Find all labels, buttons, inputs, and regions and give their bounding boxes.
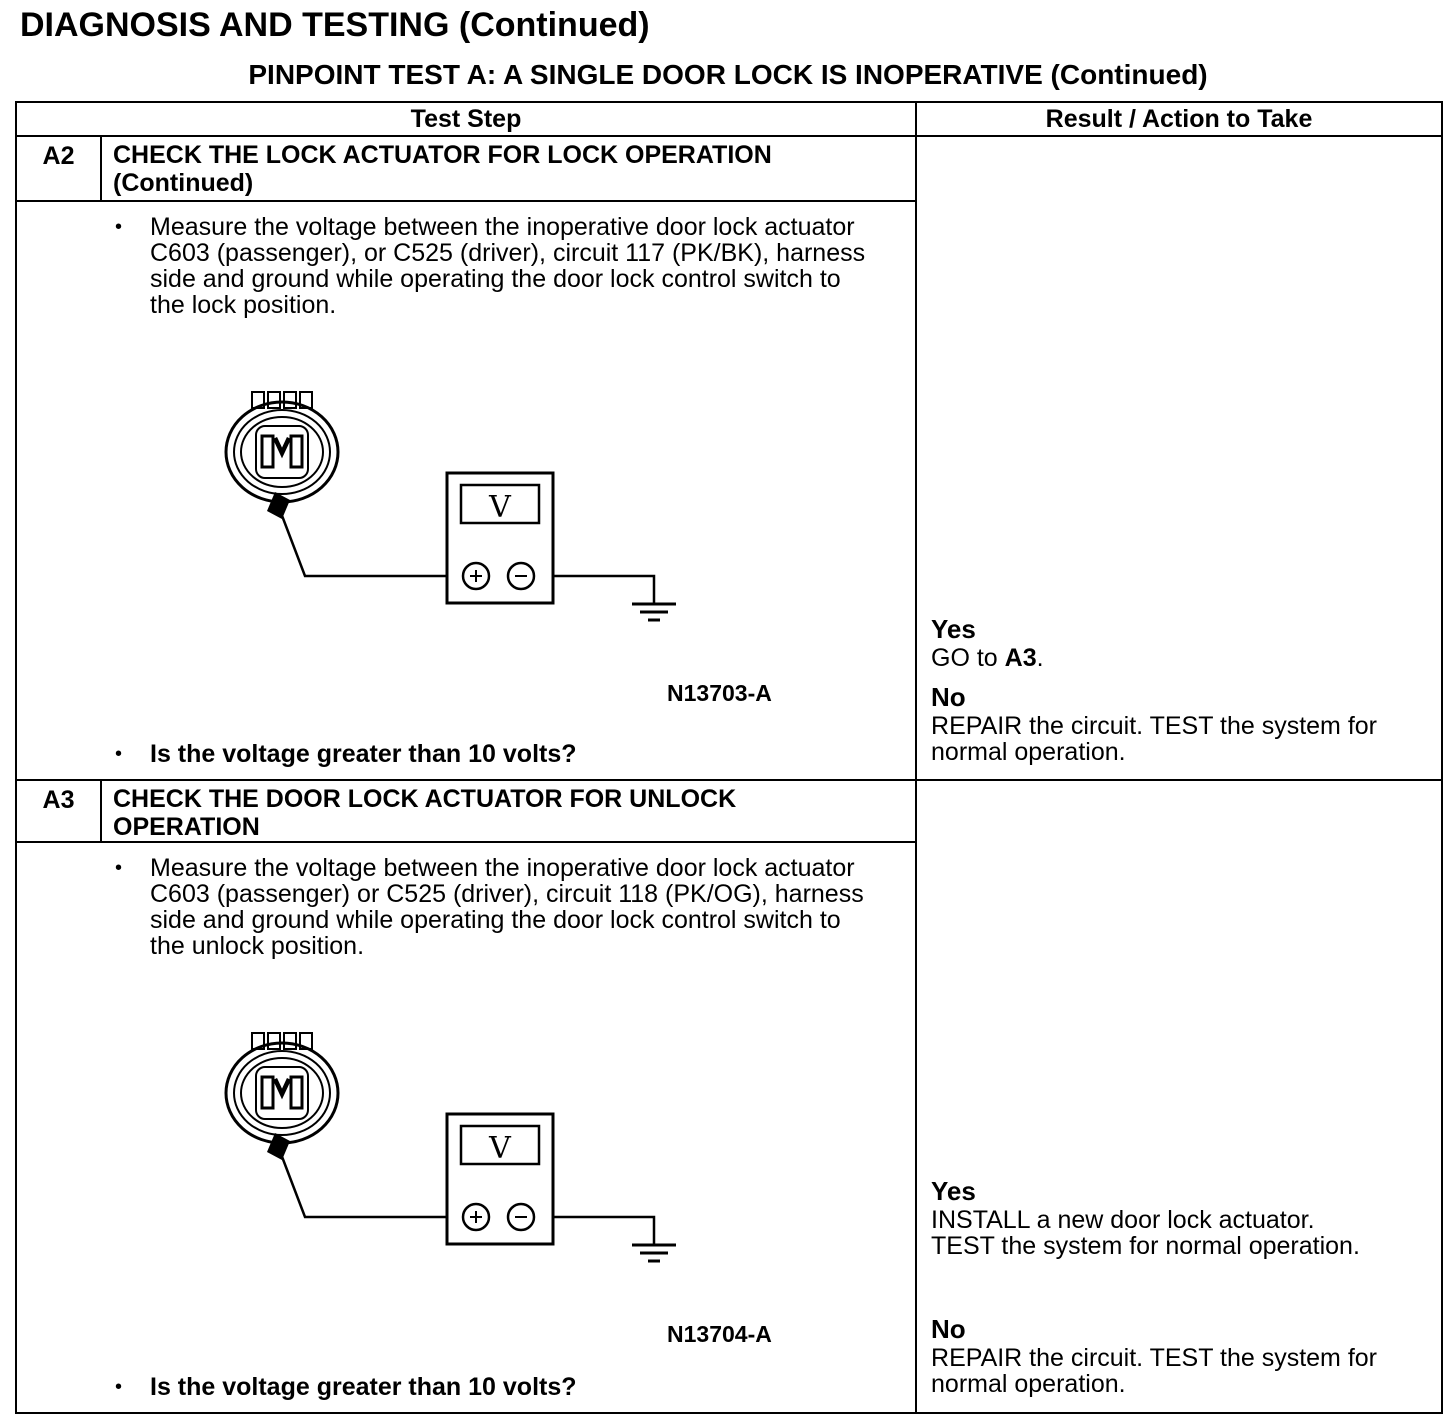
ground-symbol-icon (632, 604, 676, 620)
bullet-icon: • (115, 216, 123, 238)
table-header-row (16, 102, 1442, 136)
step-title-a3 (101, 780, 916, 842)
voltage-test-figure (33, 1021, 903, 1351)
meter-display-label: V (489, 1131, 511, 1166)
figure-label: N13703-A (667, 680, 772, 706)
door-lock-connector-icon (226, 1033, 338, 1160)
step-a3-title-row (16, 780, 1442, 842)
figure-label: N13704-A (667, 1321, 772, 1347)
result-column-header: Result / Action to Take (916, 102, 1442, 136)
voltage-test-figure (33, 380, 903, 710)
instruction-bullet (115, 855, 903, 959)
bullet-icon: • (115, 743, 123, 765)
connector-terminal-pin (267, 1133, 290, 1160)
step-title-text: CHECK THE LOCK ACTUATOR FOR LOCK OPERATION (Continued) (113, 141, 772, 197)
instruction-text: Measure the voltage between the inoperative door lock actuator C603 (passenger) or C525 (driver), circuit 118 (PK/OG), harness side and ground while operating the door lock control switch to the unlock position. (150, 854, 864, 960)
test-lead-wire (281, 513, 447, 576)
no-action-text: REPAIR the circuit. TEST the system for normal operation. (931, 712, 1377, 766)
step-id-a2: A2 (16, 136, 101, 201)
voltmeter-test-diagram (205, 380, 705, 642)
connector-terminal-pin (267, 492, 290, 519)
no-result-block (931, 683, 1431, 765)
yes-result-block (931, 615, 1431, 671)
yes-label: Yes (931, 614, 976, 644)
question-bullet (115, 741, 903, 767)
no-label: No (931, 682, 966, 712)
test-step-column-header: Test Step (16, 102, 916, 136)
meter-display-label: V (489, 490, 511, 525)
step-content-a2 (16, 201, 916, 780)
step-a2-title-row (16, 136, 1442, 201)
yes-label: Yes (931, 1176, 976, 1206)
bullet-icon: • (115, 1376, 123, 1398)
step-content-a3 (16, 842, 916, 1413)
instruction-bullet (115, 214, 903, 318)
yes-action-text: INSTALL a new door lock actuator. TEST the system for normal operation. (931, 1206, 1360, 1260)
test-lead-wire (281, 1154, 447, 1217)
wire-to-ground (553, 576, 654, 604)
pinpoint-test-table (15, 101, 1443, 1414)
page-title: DIAGNOSIS AND TESTING (Continued) (20, 6, 650, 44)
step-title-text: CHECK THE DOOR LOCK ACTUATOR FOR UNLOCK OPERATION (113, 785, 737, 841)
instruction-text: Measure the voltage between the inoperative door lock actuator C603 (passenger), or C525 (driver), circuit 117 (PK/BK), harness side and ground while operating the door lock control switch to the lock position. (150, 213, 866, 319)
no-action-text: REPAIR the circuit. TEST the system for normal operation. (931, 1344, 1377, 1398)
step-id-a3: A3 (16, 780, 101, 842)
pinpoint-test-title: PINPOINT TEST A: A SINGLE DOOR LOCK IS INOPERATIVE (Continued) (248, 59, 1208, 90)
no-label: No (931, 1314, 966, 1344)
no-result-block (931, 1315, 1431, 1397)
ground-symbol-icon (632, 1245, 676, 1261)
bullet-icon: • (115, 857, 123, 879)
yes-result-block (931, 1177, 1431, 1259)
step-title-a2 (101, 136, 916, 201)
result-cell-a2 (916, 136, 1442, 780)
door-lock-connector-icon (226, 392, 338, 519)
wire-to-ground (553, 1217, 654, 1245)
result-cell-a3 (916, 780, 1442, 1413)
question-text: Is the voltage greater than 10 volts? (150, 1373, 577, 1401)
yes-action-text: GO to A3. (931, 644, 1044, 672)
voltmeter-test-diagram (205, 1021, 705, 1283)
question-text: Is the voltage greater than 10 volts? (150, 740, 577, 768)
question-bullet (115, 1374, 903, 1400)
